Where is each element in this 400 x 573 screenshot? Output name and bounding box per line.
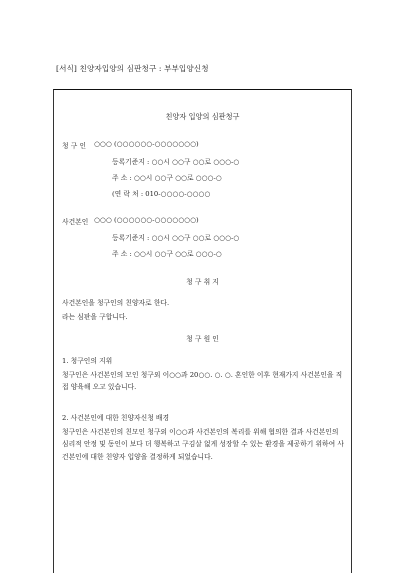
claimant-address: 주 소 : ○○시 ○○구 ○○로 ○○○-○: [112, 174, 222, 182]
claimant-label: 청 구 인: [62, 142, 87, 150]
section-1-title: 1. 청구인의 지위: [62, 357, 113, 365]
purpose-heading: 청 구 취 지: [186, 278, 219, 286]
principal-label: 사건본인: [62, 218, 89, 226]
principal-name: ○○○ (○○○○○○-○○○○○○○): [94, 216, 199, 224]
section-1-body: 청구인은 사건본인의 모인 청구외 이○○과 20○○. ○. ○. 혼인한 이후 현재가지 사건본인을 직접 양육해 오고 있습니다.: [62, 371, 343, 392]
claimant-phone: (연 락 처 : 010-○○○○-○○○○: [112, 190, 211, 198]
principal-registry: 등록기준지 : ○○시 ○○구 ○○로 ○○○-○: [112, 234, 240, 242]
purpose-line-2: 라는 심판을 구합니다.: [62, 313, 128, 321]
claimant-registry: 등록기준지 : ○○시 ○○구 ○○로 ○○○-○: [112, 158, 240, 166]
section-2-body: 청구인은 사건본인의 친모인 청구외 이○○과 사건본인의 복리를 위해 협의한 결과 사건본인의 심리적 안정 및 동인이 보다 더 행복하고 구김살 없게 성장할 수 있는 환경을 제공하기 위하여 사건본인에 대한 친양자 입양을 결정하게 되었습니다.: [62, 428, 344, 461]
form-caption: [서식] 친양자입양의 심판청구 : 부부입양신청: [56, 64, 209, 73]
principal-address: 주 소 : ○○시 ○○구 ○○로 ○○○-○: [112, 250, 222, 258]
reasons-heading: 청 구 원 인: [186, 335, 219, 343]
purpose-line-1: 사건본인을 청구인의 친양자로 한다.: [62, 299, 170, 307]
claimant-name: ○○○ (○○○○○○-○○○○○○○): [94, 140, 199, 148]
document-frame: [53, 89, 352, 573]
section-2-title: 2. 사건본인에 대한 친양자신청 배경: [62, 414, 170, 422]
document-title: 친양자 입양의 심판청구: [165, 112, 240, 121]
